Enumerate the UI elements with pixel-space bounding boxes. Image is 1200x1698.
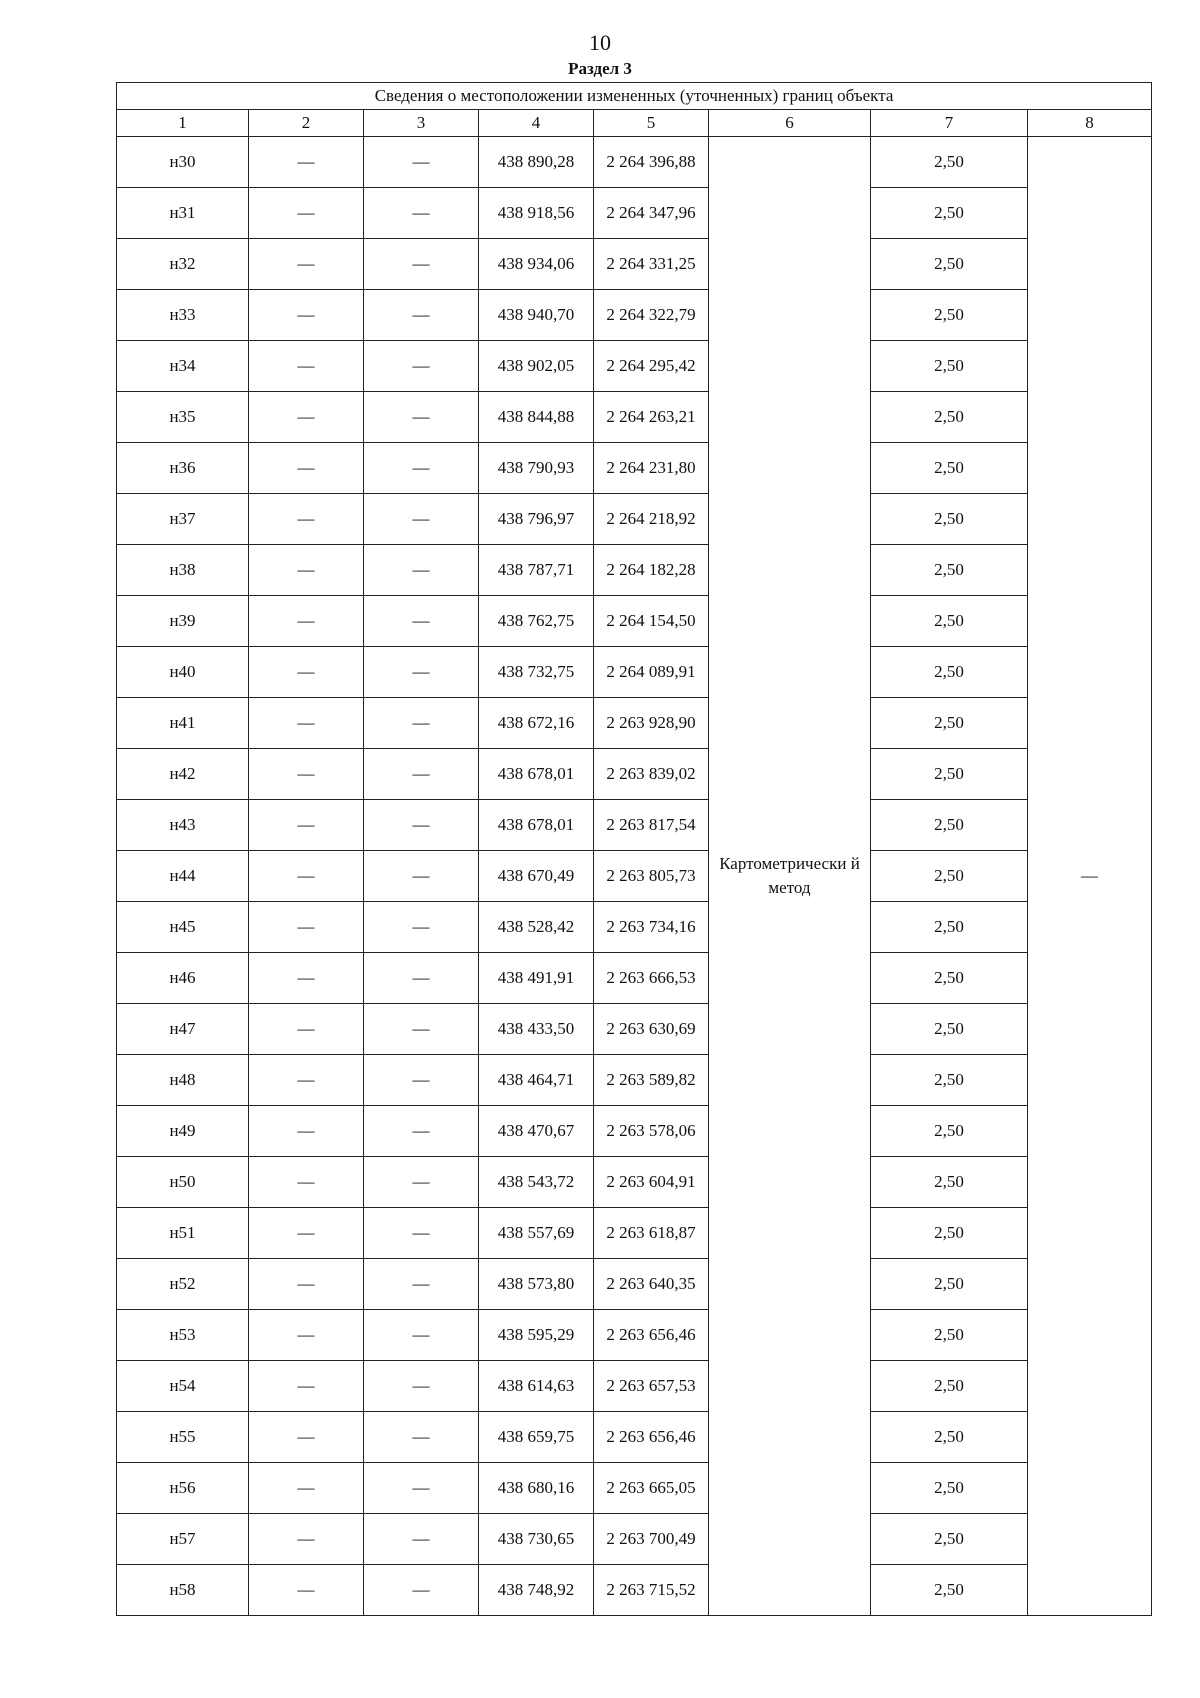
y-coordinate-cell: 2 263 928,90 [594,698,709,749]
column2-cell: — [249,698,364,749]
point-cell: н40 [117,647,249,698]
accuracy-cell: 2,50 [871,1514,1028,1565]
column2-cell: — [249,494,364,545]
point-cell: н56 [117,1463,249,1514]
column3-cell: — [364,188,479,239]
table-row [117,1004,1152,1055]
section-title: Раздел 3 [568,59,632,78]
x-coordinate-cell: 438 491,91 [479,953,594,1004]
x-coordinate-cell: 438 732,75 [479,647,594,698]
column-number: 8 [1028,110,1152,137]
point-cell: н41 [117,698,249,749]
column3-cell: — [364,647,479,698]
y-coordinate-cell: 2 264 231,80 [594,443,709,494]
x-coordinate-cell: 438 918,56 [479,188,594,239]
y-coordinate-cell: 2 263 805,73 [594,851,709,902]
column3-cell: — [364,341,479,392]
y-coordinate-cell: 2 263 700,49 [594,1514,709,1565]
accuracy-cell: 2,50 [871,1310,1028,1361]
point-cell: н32 [117,239,249,290]
x-coordinate-cell: 438 680,16 [479,1463,594,1514]
y-coordinate-cell: 2 263 604,91 [594,1157,709,1208]
y-coordinate-cell: 2 264 331,25 [594,239,709,290]
column3-cell: — [364,290,479,341]
column3-cell: — [364,1055,479,1106]
column2-cell: — [249,1463,364,1514]
column2-cell: — [249,1004,364,1055]
column2-cell: — [249,851,364,902]
table-row [117,290,1152,341]
point-cell: н51 [117,1208,249,1259]
y-coordinate-cell: 2 263 656,46 [594,1310,709,1361]
accuracy-cell: 2,50 [871,953,1028,1004]
accuracy-cell: 2,50 [871,1055,1028,1106]
table-row [117,1157,1152,1208]
column2-cell: — [249,392,364,443]
table-row [117,137,1152,188]
column-number-row [117,110,1152,137]
column2-cell: — [249,596,364,647]
x-coordinate-cell: 438 659,75 [479,1412,594,1463]
x-coordinate-cell: 438 557,69 [479,1208,594,1259]
accuracy-cell: 2,50 [871,1106,1028,1157]
point-cell: н54 [117,1361,249,1412]
column3-cell: — [364,800,479,851]
y-coordinate-cell: 2 263 656,46 [594,1412,709,1463]
y-coordinate-cell: 2 263 839,02 [594,749,709,800]
column-number: 1 [117,110,249,137]
accuracy-cell: 2,50 [871,1208,1028,1259]
x-coordinate-cell: 438 796,97 [479,494,594,545]
table-row [117,239,1152,290]
y-coordinate-cell: 2 263 734,16 [594,902,709,953]
x-coordinate-cell: 438 678,01 [479,749,594,800]
x-coordinate-cell: 438 940,70 [479,290,594,341]
x-coordinate-cell: 438 748,92 [479,1565,594,1616]
page-number: 10 [589,30,611,55]
table-row [117,1463,1152,1514]
point-cell: н35 [117,392,249,443]
x-coordinate-cell: 438 890,28 [479,137,594,188]
column2-cell: — [249,902,364,953]
table-row [117,443,1152,494]
accuracy-cell: 2,50 [871,188,1028,239]
column2-cell: — [249,443,364,494]
table-title: Сведения о местоположении измененных (уточненных) границ объекта [117,83,1152,110]
column2-cell: — [249,1055,364,1106]
table-row [117,1514,1152,1565]
table-row [117,1565,1152,1616]
x-coordinate-cell: 438 543,72 [479,1157,594,1208]
point-cell: н46 [117,953,249,1004]
y-coordinate-cell: 2 264 218,92 [594,494,709,545]
y-coordinate-cell: 2 264 347,96 [594,188,709,239]
accuracy-cell: 2,50 [871,341,1028,392]
column3-cell: — [364,1361,479,1412]
column2-cell: — [249,953,364,1004]
accuracy-cell: 2,50 [871,545,1028,596]
y-coordinate-cell: 2 264 396,88 [594,137,709,188]
point-cell: н42 [117,749,249,800]
column2-cell: — [249,749,364,800]
accuracy-cell: 2,50 [871,443,1028,494]
table-row [117,851,1152,902]
column-number: 6 [709,110,871,137]
accuracy-cell: 2,50 [871,596,1028,647]
x-coordinate-cell: 438 670,49 [479,851,594,902]
point-cell: н34 [117,341,249,392]
point-cell: н37 [117,494,249,545]
y-coordinate-cell: 2 263 589,82 [594,1055,709,1106]
y-coordinate-cell: 2 263 817,54 [594,800,709,851]
column2-cell: — [249,1310,364,1361]
point-cell: н43 [117,800,249,851]
point-cell: н55 [117,1412,249,1463]
x-coordinate-cell: 438 470,67 [479,1106,594,1157]
column2-cell: — [249,1208,364,1259]
column-number: 5 [594,110,709,137]
point-cell: н45 [117,902,249,953]
column2-cell: — [249,1361,364,1412]
coordinates-table [116,82,1152,1616]
column3-cell: — [364,1004,479,1055]
point-cell: н58 [117,1565,249,1616]
column3-cell: — [364,494,479,545]
column3-cell: — [364,1463,479,1514]
accuracy-cell: 2,50 [871,647,1028,698]
column2-cell: — [249,1106,364,1157]
column2-cell: — [249,1514,364,1565]
accuracy-cell: 2,50 [871,1259,1028,1310]
y-coordinate-cell: 2 263 666,53 [594,953,709,1004]
accuracy-cell: 2,50 [871,1157,1028,1208]
point-cell: н38 [117,545,249,596]
x-coordinate-cell: 438 614,63 [479,1361,594,1412]
accuracy-cell: 2,50 [871,1565,1028,1616]
table-row [117,953,1152,1004]
table-row [117,545,1152,596]
point-cell: н50 [117,1157,249,1208]
x-coordinate-cell: 438 902,05 [479,341,594,392]
accuracy-cell: 2,50 [871,749,1028,800]
column3-cell: — [364,698,479,749]
y-coordinate-cell: 2 263 630,69 [594,1004,709,1055]
table-row [117,1208,1152,1259]
x-coordinate-cell: 438 730,65 [479,1514,594,1565]
accuracy-cell: 2,50 [871,698,1028,749]
x-coordinate-cell: 438 844,88 [479,392,594,443]
column3-cell: — [364,1310,479,1361]
method-cell: Картометрически й метод [709,137,871,1616]
accuracy-cell: 2,50 [871,1004,1028,1055]
table-row [117,800,1152,851]
table-row [117,1412,1152,1463]
y-coordinate-cell: 2 264 182,28 [594,545,709,596]
column3-cell: — [364,596,479,647]
column3-cell: — [364,1565,479,1616]
column3-cell: — [364,392,479,443]
accuracy-cell: 2,50 [871,800,1028,851]
point-cell: н49 [117,1106,249,1157]
column3-cell: — [364,1514,479,1565]
y-coordinate-cell: 2 264 089,91 [594,647,709,698]
y-coordinate-cell: 2 263 618,87 [594,1208,709,1259]
column-number: 3 [364,110,479,137]
table-row [117,494,1152,545]
table-row [117,596,1152,647]
table-row [117,902,1152,953]
column3-cell: — [364,1106,479,1157]
accuracy-cell: 2,50 [871,1463,1028,1514]
y-coordinate-cell: 2 263 640,35 [594,1259,709,1310]
column3-cell: — [364,1412,479,1463]
accuracy-cell: 2,50 [871,851,1028,902]
x-coordinate-cell: 438 433,50 [479,1004,594,1055]
column2-cell: — [249,545,364,596]
column3-cell: — [364,851,479,902]
x-coordinate-cell: 438 595,29 [479,1310,594,1361]
point-cell: н52 [117,1259,249,1310]
y-coordinate-cell: 2 263 657,53 [594,1361,709,1412]
point-cell: н48 [117,1055,249,1106]
table-row [117,647,1152,698]
accuracy-cell: 2,50 [871,1412,1028,1463]
column3-cell: — [364,239,479,290]
table-row [117,1055,1152,1106]
column3-cell: — [364,1157,479,1208]
y-coordinate-cell: 2 264 263,21 [594,392,709,443]
y-coordinate-cell: 2 264 322,79 [594,290,709,341]
column3-cell: — [364,1259,479,1310]
x-coordinate-cell: 438 528,42 [479,902,594,953]
column-number: 7 [871,110,1028,137]
column2-cell: — [249,1565,364,1616]
column3-cell: — [364,545,479,596]
column3-cell: — [364,137,479,188]
column-number: 4 [479,110,594,137]
point-cell: н44 [117,851,249,902]
column3-cell: — [364,953,479,1004]
column2-cell: — [249,137,364,188]
table-row [117,341,1152,392]
y-coordinate-cell: 2 263 715,52 [594,1565,709,1616]
table-row [117,698,1152,749]
x-coordinate-cell: 438 464,71 [479,1055,594,1106]
column2-cell: — [249,290,364,341]
point-cell: н30 [117,137,249,188]
point-cell: н36 [117,443,249,494]
point-cell: н39 [117,596,249,647]
point-cell: н31 [117,188,249,239]
x-coordinate-cell: 438 787,71 [479,545,594,596]
point-cell: н33 [117,290,249,341]
accuracy-cell: 2,50 [871,392,1028,443]
y-coordinate-cell: 2 263 578,06 [594,1106,709,1157]
y-coordinate-cell: 2 264 154,50 [594,596,709,647]
column-number: 2 [249,110,364,137]
column2-cell: — [249,1157,364,1208]
x-coordinate-cell: 438 790,93 [479,443,594,494]
column2-cell: — [249,239,364,290]
y-coordinate-cell: 2 264 295,42 [594,341,709,392]
column2-cell: — [249,647,364,698]
table-row [117,1106,1152,1157]
column3-cell: — [364,902,479,953]
accuracy-cell: 2,50 [871,239,1028,290]
accuracy-cell: 2,50 [871,290,1028,341]
column3-cell: — [364,1208,479,1259]
table-row [117,1361,1152,1412]
table-row [117,749,1152,800]
column2-cell: — [249,800,364,851]
accuracy-cell: 2,50 [871,494,1028,545]
column3-cell: — [364,749,479,800]
point-cell: н57 [117,1514,249,1565]
column3-cell: — [364,443,479,494]
y-coordinate-cell: 2 263 665,05 [594,1463,709,1514]
column2-cell: — [249,1259,364,1310]
accuracy-cell: 2,50 [871,1361,1028,1412]
column2-cell: — [249,188,364,239]
x-coordinate-cell: 438 672,16 [479,698,594,749]
table-row [117,188,1152,239]
accuracy-cell: 2,50 [871,137,1028,188]
column2-cell: — [249,341,364,392]
point-cell: н47 [117,1004,249,1055]
table-row [117,392,1152,443]
table-row [117,1259,1152,1310]
column2-cell: — [249,1412,364,1463]
accuracy-cell: 2,50 [871,902,1028,953]
table-row [117,1310,1152,1361]
x-coordinate-cell: 438 934,06 [479,239,594,290]
x-coordinate-cell: 438 573,80 [479,1259,594,1310]
x-coordinate-cell: 438 762,75 [479,596,594,647]
x-coordinate-cell: 438 678,01 [479,800,594,851]
column8-cell: — [1028,137,1152,1616]
point-cell: н53 [117,1310,249,1361]
